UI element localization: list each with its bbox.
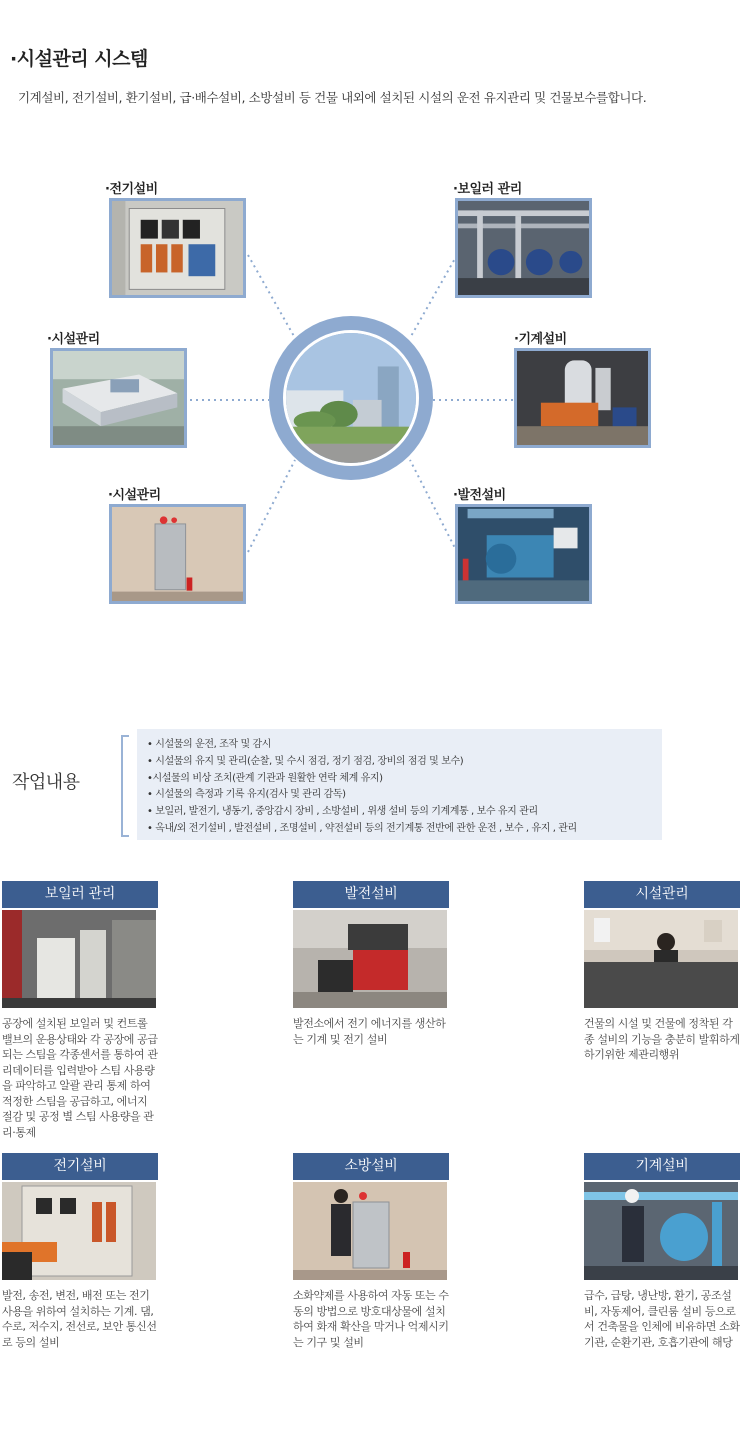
card-facility — [584, 881, 740, 1063]
card-description: 건물의 시설 및 건물에 정착된 각종 설비의 기능을 충분히 발휘하게 하기위한 제관리행위 — [584, 1017, 740, 1061]
generator-photo — [293, 910, 447, 1008]
work-item: • 시설물의 유지 및 관리(순찰, 및 수시 점검, 정기 점검, 장비의 점검 및 보수) — [147, 755, 464, 767]
card-title: 발전설비 — [293, 881, 449, 908]
work-items-box — [137, 729, 662, 840]
node-label-electrical: ·전기설비 — [105, 182, 158, 197]
campus-building-photo — [283, 330, 419, 466]
work-item: • 보일러, 발전기, 냉동기, 중앙감시 장비 , 소방설비 , 위생 설비 등의 기계계통 , 보수 유지 관리 — [147, 806, 538, 818]
facility-diagram — [0, 160, 740, 630]
generator-photo — [455, 504, 592, 604]
node-label-facility: ·시설관리 — [47, 332, 100, 347]
card-machinery — [584, 1153, 740, 1350]
card-title: 시설관리 — [584, 881, 740, 908]
card-boiler — [2, 881, 158, 1140]
work-item: • 옥내/외 전기설비 , 발전설비 , 조명설비 , 약전설비 등의 전기계통 전반에 관한 운전 , 보수 , 유지 , 관리 — [147, 822, 577, 834]
boiler-photo — [2, 910, 156, 1008]
work-bracket — [121, 735, 129, 837]
machinery-photo — [514, 348, 651, 448]
work-item: • 시설물의 운전, 조작 및 감시 — [147, 739, 272, 750]
work-item: •시설물의 비상 조치(관계 기관과 원활한 연락 체계 유지) — [147, 772, 383, 784]
card-title: 소방설비 — [293, 1153, 449, 1180]
node-label-facility-2: ·시설관리 — [108, 488, 161, 503]
fire-equipment-photo — [293, 1182, 447, 1280]
electrical-panel-photo — [2, 1182, 156, 1280]
card-generator — [293, 881, 449, 1047]
card-fire — [293, 1153, 449, 1350]
center-circle — [269, 316, 433, 480]
card-description: 공장에 설치된 보일러 및 컨트롤 밸브의 운용상태와 각 공장에 공급되는 스팀을 각종센서를 통하여 관리데이터를 입력받아 스팀 사용량을 파악하고 알괄 관리 통제 하여 적정한 스팀을 공급하고, 에너지 절감 및 공정 별 스팀 사용량을 관리·통제 — [2, 1017, 158, 1139]
node-label-machinery: ·기계설비 — [514, 332, 567, 347]
building-aerial-photo — [50, 348, 187, 448]
card-title: 전기설비 — [2, 1153, 158, 1180]
card-description: 발전소에서 전기 에너지를 생산하는 기계 및 전기 설비 — [293, 1017, 446, 1046]
card-electrical — [2, 1153, 158, 1350]
fire-cabinet-photo — [109, 504, 246, 604]
reception-desk-photo — [584, 910, 738, 1008]
card-title: 보일러 관리 — [2, 881, 158, 908]
card-description: 급수, 급탕, 냉난방, 환기, 공조설비, 자동제어, 클린룸 설비 등으로서 건축물을 인체에 비유하면 소화기관, 순환기관, 호흡기관에 해당 — [584, 1289, 740, 1349]
card-description: 발전, 송전, 변전, 배전 또는 전기 사용을 위하여 설치하는 기계. 댐, 수로, 저수지, 전선로, 보안 통신선로 등의 설비 — [2, 1289, 157, 1349]
boiler-room-photo — [455, 198, 592, 298]
card-description: 소화약제를 사용하여 자동 또는 수동의 방법으로 방호대상물에 설치하여 화재 확산을 막거나 억제시키는 기구 및 설비 — [293, 1289, 449, 1349]
pump-inspection-photo — [584, 1182, 738, 1280]
page-title: ·시설관리 시스템 — [10, 48, 148, 70]
node-label-boiler: ·보일러 관리 — [453, 182, 522, 197]
work-section-label: 작업내용 — [12, 772, 80, 793]
electrical-panel-photo — [109, 198, 246, 298]
node-label-generator: ·발전설비 — [453, 488, 506, 503]
work-item: • 시설물의 측정과 기록 유지(검사 및 관리 감독) — [147, 789, 346, 801]
card-title: 기계설비 — [584, 1153, 740, 1180]
page-subtitle: 기계설비, 전기설비, 환기설비, 급·배수설비, 소방설비 등 건물 내외에 설치된 시설의 운전 유지관리 및 건물보수를합니다. — [18, 90, 647, 105]
